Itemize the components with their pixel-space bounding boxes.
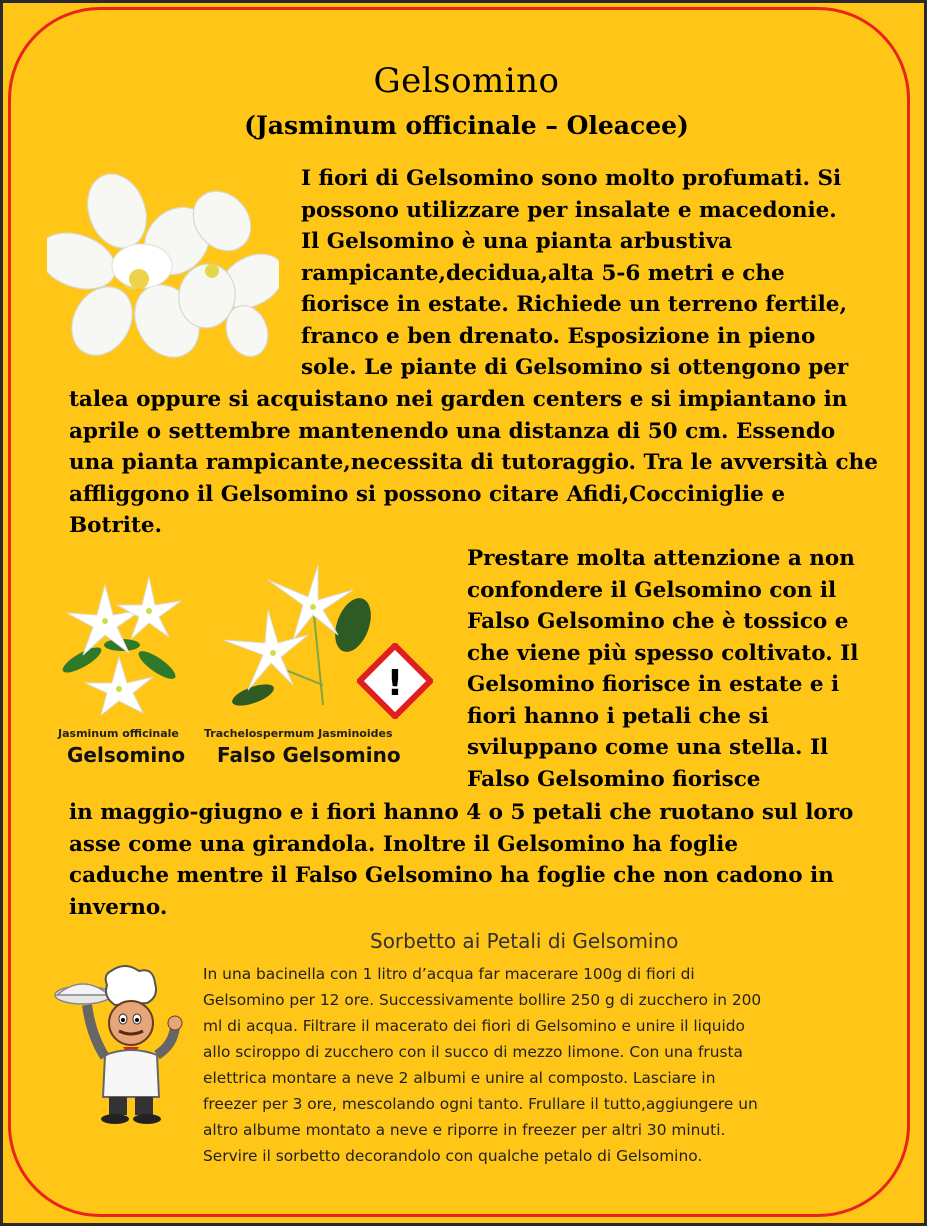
warning-paragraph-bottom [69,797,853,923]
text-line: Gelsomino per 12 ore. Successivamente bollire 250 g di zucchero in 200 [203,991,762,1009]
jasmine-flower-image [47,171,279,361]
false-jasmine-image [213,565,373,715]
text-line: Servire il sorbetto decorandolo con qualche petalo di Gelsomino. [203,1147,703,1165]
text-line: franco e ben drenato. Esposizione in pieno [301,323,816,349]
text-line: In una bacinella con 1 litro d’acqua far macerare 100g di fiori di [203,965,695,983]
recipe-title: Sorbetto ai Petali di Gelsomino [370,929,679,953]
text-line: in maggio-giugno e i fiori hanno 4 o 5 petali che ruotano sul loro [69,800,854,825]
text-line: che viene più spesso coltivato. Il [467,640,859,666]
right-name-caption: Falso Gelsomino [217,743,401,767]
intro-paragraph-bottom [69,384,878,542]
text-line: affliggono il Gelsomino si possono citare Afidi,Cocciniglie e [69,481,785,507]
text-line: Falso Gelsomino fiorisce [467,766,761,792]
text-line: una pianta rampicante,necessita di tutoraggio. Tra le avversità che [69,450,878,475]
text-line: possono utilizzare per insalate e macedonie. [301,197,837,223]
text-line: talea oppure si acquistano nei garden centers e si impiantano in [69,387,848,412]
jasmine-comparison-image [57,565,187,715]
text-line: sole. Le piante di Gelsomino si ottengono per [301,355,849,380]
text-line: sviluppano come una stella. Il [467,735,829,760]
page-subtitle: (Jasminum officinale – Oleacee) [244,111,689,140]
page-title: Gelsomino [373,61,560,101]
text-line: Botrite. [69,513,163,538]
text-line: Gelsomino fiorisce in estate e i [467,672,840,697]
text-line: freezer per 3 ore, mescolando ogni tanto. Frullare il tutto,aggiungere un [203,1095,758,1113]
intro-paragraph-top [301,163,848,384]
text-line: allo sciroppo di zucchero con il succo di mezzo limone. Con una frusta [203,1043,743,1061]
text-line: altro albume montato a neve e riporre in freezer per altri 30 minuti. [203,1121,726,1139]
hazard-warning-icon [357,643,433,719]
text-line: fiorisce in estate. Richiede un terreno fertile, [301,292,847,317]
text-line: elettrica montare a neve 2 albumi e unire al composto. Lasciare in [203,1069,716,1087]
left-latin-caption: Jasminum officinale [58,727,179,740]
text-line: aprile o settembre mantenendo una distanza di 50 cm. Essendo [69,418,836,444]
left-name-caption: Gelsomino [67,743,186,767]
text-line: asse come una girandola. Inoltre il Gelsomino ha foglie [69,831,739,857]
text-line: I fiori di Gelsomino sono molto profumati. Si [301,166,842,191]
text-line: Il Gelsomino è una pianta arbustiva [301,229,733,254]
text-line: fiori hanno i petali che si [467,703,769,729]
text-line: rampicante,decidua,alta 5-6 metri e che [301,260,785,286]
text-line: confondere il Gelsomino con il [467,577,837,603]
warning-paragraph-top [467,543,858,795]
chef-illustration [53,965,185,1125]
text-line: inverno. [69,894,168,920]
text-line: caduche mentre il Falso Gelsomino ha foglie che non cadono in [69,863,834,888]
text-line: Prestare molta attenzione a non [467,546,855,571]
recipe-body [203,961,761,1169]
text-line: ml di acqua. Filtrare il macerato dei fiori di Gelsomino e unire il liquido [203,1017,745,1035]
hazard-warning-mark: ! [386,663,404,704]
right-latin-caption: Trachelospermum Jasminoides [204,727,393,740]
text-line: Falso Gelsomino che è tossico e [467,609,849,634]
